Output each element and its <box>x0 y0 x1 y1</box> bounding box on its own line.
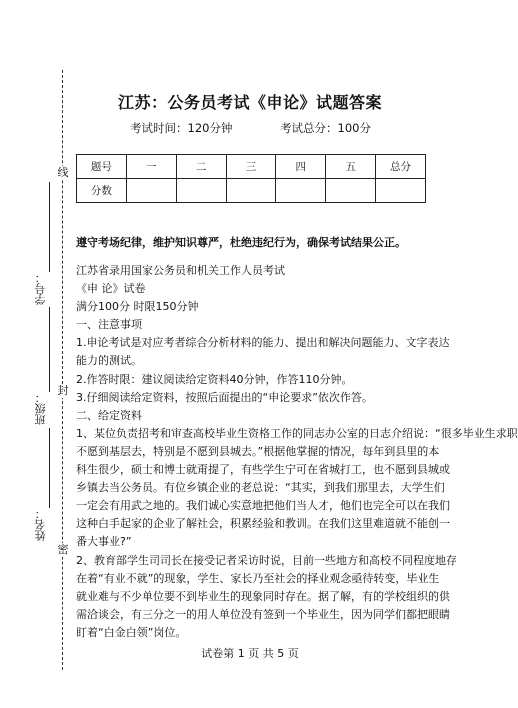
body-line: 需洽谈会，有三分之一的用人单位没有签到一个毕业生，因为同学们都把眼睛 <box>76 607 450 621</box>
score-cell <box>276 179 326 203</box>
body-line: 这种白手起家的企业了解社会，积累经验和教训。在我们这里难道就不能创一 <box>76 517 450 531</box>
total-score: 考试总分：100分 <box>280 121 371 135</box>
body-line: 科生很少，硕士和博士就甭提了，有些学生宁可在省城打工，也不愿到县城或 <box>76 463 450 477</box>
body-line: 2.作答时限：建议阅读给定资料40分钟，作答110分钟。 <box>76 372 353 386</box>
name-underline <box>49 428 50 508</box>
binding-char-xian: 线 <box>57 166 69 179</box>
exam-notice: 遵守考场纪律，维护知识尊严，杜绝违纪行为，确保考试结果公正。 <box>76 236 406 249</box>
name-field <box>34 508 50 541</box>
body-line: 一、注意事项 <box>76 318 142 332</box>
score-cell <box>126 179 176 203</box>
body-line: 番大事业?” <box>76 535 132 549</box>
score-table-header-cell: 总分 <box>376 155 426 179</box>
class-label: 班级： <box>34 392 47 425</box>
body-line: 盯着“白金白领”岗位。 <box>76 625 187 639</box>
page-footer: 试卷第 1 页 共 5 页 <box>201 647 299 660</box>
body-line: 2、教育部学生司司长在接受记者采访时说，目前一些地方和高校不同程度地存 <box>76 553 457 567</box>
student-id-label: 学号： <box>34 272 47 305</box>
score-table <box>76 154 426 203</box>
class-field <box>34 392 50 425</box>
body-line: 能力的测试。 <box>76 354 142 368</box>
body-line: 1.申论考试是对应考者综合分析材料的能力、提出和解决问题能力、文字表达 <box>76 336 450 350</box>
binding-char-feng: 封 <box>57 384 69 397</box>
student-id-underline <box>49 182 50 272</box>
body-line: 乡镇去当公务员。有位乡镇企业的老总说：“其实，到我们那里去，大学生们 <box>76 481 445 495</box>
body-line: 1、某位负责招考和审查高校毕业生资格工作的同志办公室的日志介绍说：“很多毕业生求职 <box>76 426 518 440</box>
document-title: 江苏：公务员考试《申论》试题答案 <box>117 93 382 112</box>
score-table-score-row <box>77 179 426 203</box>
score-cell <box>376 179 426 203</box>
document-body <box>76 262 518 642</box>
score-table-header-cell: 题号 <box>77 155 127 179</box>
body-line: 一定会有用武之地的。我们诚心实意地把他们当人才，他们也完全可以在我们 <box>76 499 450 513</box>
binding-dashed-line <box>62 70 63 670</box>
body-line: 不愿到基层去，特别是不愿到县城去。”根据他掌握的情况，每年到县里的本 <box>76 444 440 458</box>
body-line: 3.仔细阅读给定资料，按照后面提出的“申论要求”依次作答。 <box>76 390 373 404</box>
body-line: 就业难与不少单位要不到毕业生的现象同时存在。据了解，有的学校组织的供 <box>76 589 450 603</box>
score-table-header-row <box>77 155 426 179</box>
score-table-header-cell: 四 <box>276 155 326 179</box>
score-table-header-cell: 三 <box>226 155 276 179</box>
exam-time: 考试时间：120分钟 <box>130 121 233 135</box>
score-cell <box>326 179 376 203</box>
body-line: 在着“有业不就”的现象，学生、家长乃至社会的择业观念亟待转变，毕业生 <box>76 571 440 585</box>
class-underline <box>49 307 50 392</box>
score-table-header-cell: 一 <box>126 155 176 179</box>
name-label: 姓名： <box>34 508 47 541</box>
body-line: 二、给定资料 <box>76 408 142 422</box>
student-id-field <box>34 272 50 305</box>
binding-char-mi: 密 <box>57 543 69 556</box>
body-line: 满分100分 时限150分钟 <box>76 300 199 314</box>
score-table-header-cell: 二 <box>176 155 226 179</box>
score-cell <box>176 179 226 203</box>
body-line: 《申 论》试卷 <box>76 282 146 296</box>
score-table-header-cell: 五 <box>326 155 376 179</box>
score-row-label: 分数 <box>77 179 127 203</box>
body-line: 江苏省录用国家公务员和机关工作人员考试 <box>76 264 285 277</box>
score-cell <box>226 179 276 203</box>
